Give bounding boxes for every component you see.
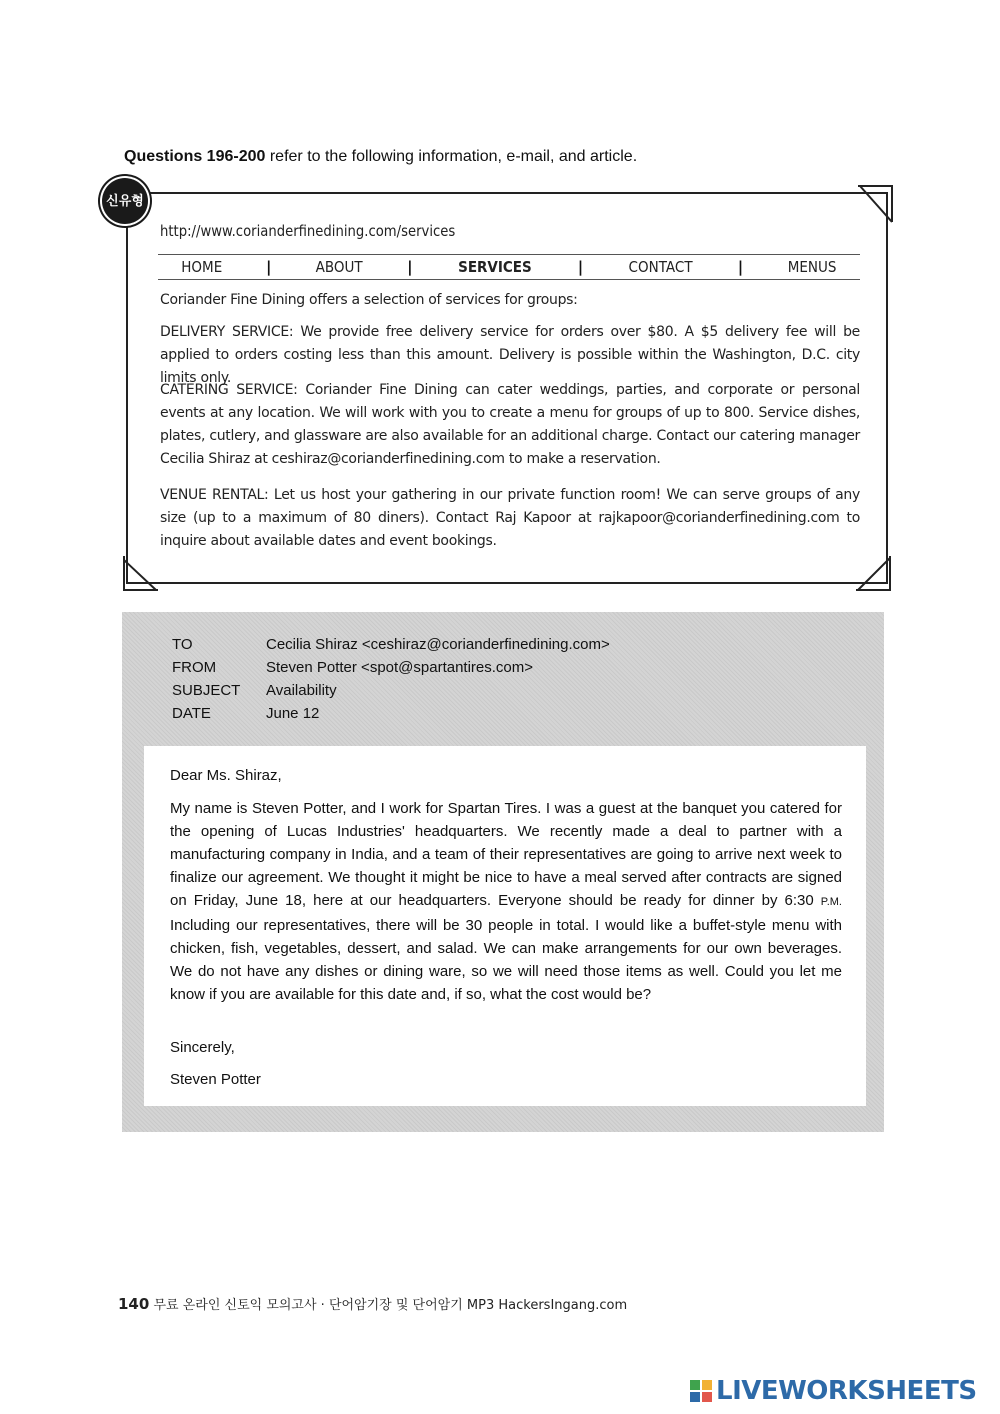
email-body-part1: My name is Steven Potter, and I work for Spartan Tires. I was a guest at the banquet you catered for the opening of Lucas Industries' headquarters. We recently made a deal to partner with a manufacturing company in India, and a team of their representatives are going to arrive next week to finalize our agreement. We thought it might be nice to have a meal served after contracts are signed on Friday, June 18, here at our headquarters. Everyone should be ready for dinner by 6:30 (170, 800, 842, 909)
email-from-label: FROM (172, 659, 217, 676)
email-to-label: TO (172, 636, 193, 653)
email-body-text (170, 797, 842, 1006)
question-range: Questions 196-200 (124, 148, 266, 165)
nav-separator: | (577, 258, 584, 276)
website-nav-bar (158, 254, 860, 280)
venue-rental-text: VENUE RENTAL: Let us host your gathering in our private function room! We can serve groups of any size (up to a maximum of 80 diners). Contact Raj Kapoor at rajkapoor@corianderfinedining.com to inquire about available dates and event bookings. (160, 487, 860, 549)
intro-rest: refer to the following information, e-mail, and article. (265, 148, 638, 165)
catering-service-text: CATERING SERVICE: Coriander Fine Dining can cater weddings, parties, and corporate or personal events at any location. We will work with you to create a menu for groups of up to 800. Service dishes, plates, cutlery, and glassware are also available for an additional charge. Contact our catering manager Cecilia Shiraz at ceshiraz@corianderfinedining.com to make a reservation. (160, 382, 860, 467)
nav-separator: | (266, 258, 272, 276)
corner-decoration-top-right (858, 182, 898, 226)
nav-home[interactable]: HOME (181, 258, 223, 276)
email-subject-label: SUBJECT (172, 682, 241, 699)
nav-separator: | (737, 258, 744, 276)
email-from-value: Steven Potter <spot@spartantires.com> (266, 659, 534, 676)
email-date-value: June 12 (266, 705, 320, 722)
nav-services[interactable]: SERVICES (458, 258, 533, 276)
nav-contact[interactable]: CONTACT (628, 258, 693, 276)
page-footer (118, 1294, 627, 1313)
email-to-value: Cecilia Shiraz <ceshiraz@corianderfinedining.com> (266, 636, 610, 653)
new-type-badge: 신유형 (102, 178, 148, 224)
website-url: http://www.corianderfinedining.com/services (160, 222, 456, 240)
email-date-label: DATE (172, 705, 211, 722)
email-body-part2: Including our representatives, there will be 30 people in total. I would like a buffet-style menu with chicken, fish, vegetables, dessert, and salad. We can make arrangements for our own beverages. We do not have any dishes or dining ware, so we will need those items as well. Could you let me know if you are available for this date and, if so, what the cost would be? (170, 917, 842, 1003)
email-time-suffix: P.M. (820, 896, 842, 908)
corner-decoration-bottom-left (118, 556, 158, 596)
nav-separator: | (407, 258, 413, 276)
email-greeting: Dear Ms. Shiraz, (170, 767, 282, 784)
questions-intro (124, 148, 637, 166)
email-closing: Sincerely, (170, 1039, 235, 1056)
corner-decoration-bottom-right (856, 556, 896, 596)
nav-about[interactable]: ABOUT (315, 258, 363, 276)
email-subject-value: Availability (266, 682, 337, 699)
logo-text: LIVEWORKSHEETS (716, 1376, 977, 1406)
services-intro: Coriander Fine Dining offers a selection of services for groups: (160, 292, 578, 308)
footer-text: 무료 온라인 신토익 모의고사 · 단어암기장 및 단어암기 MP3 HackersIngang.com (153, 1298, 628, 1313)
page-number: 140 (118, 1295, 150, 1313)
delivery-service-text: DELIVERY SERVICE: We provide free delivery service for orders over $80. A $5 delivery fee will be applied to orders costing less than this amount. Delivery is possible within the Washington, D.C. city limits only. (160, 324, 860, 386)
nav-menus[interactable]: MENUS (787, 258, 837, 276)
email-signature: Steven Potter (170, 1071, 261, 1088)
liveworksheets-logo (690, 1376, 977, 1406)
logo-mark-icon (690, 1380, 712, 1402)
